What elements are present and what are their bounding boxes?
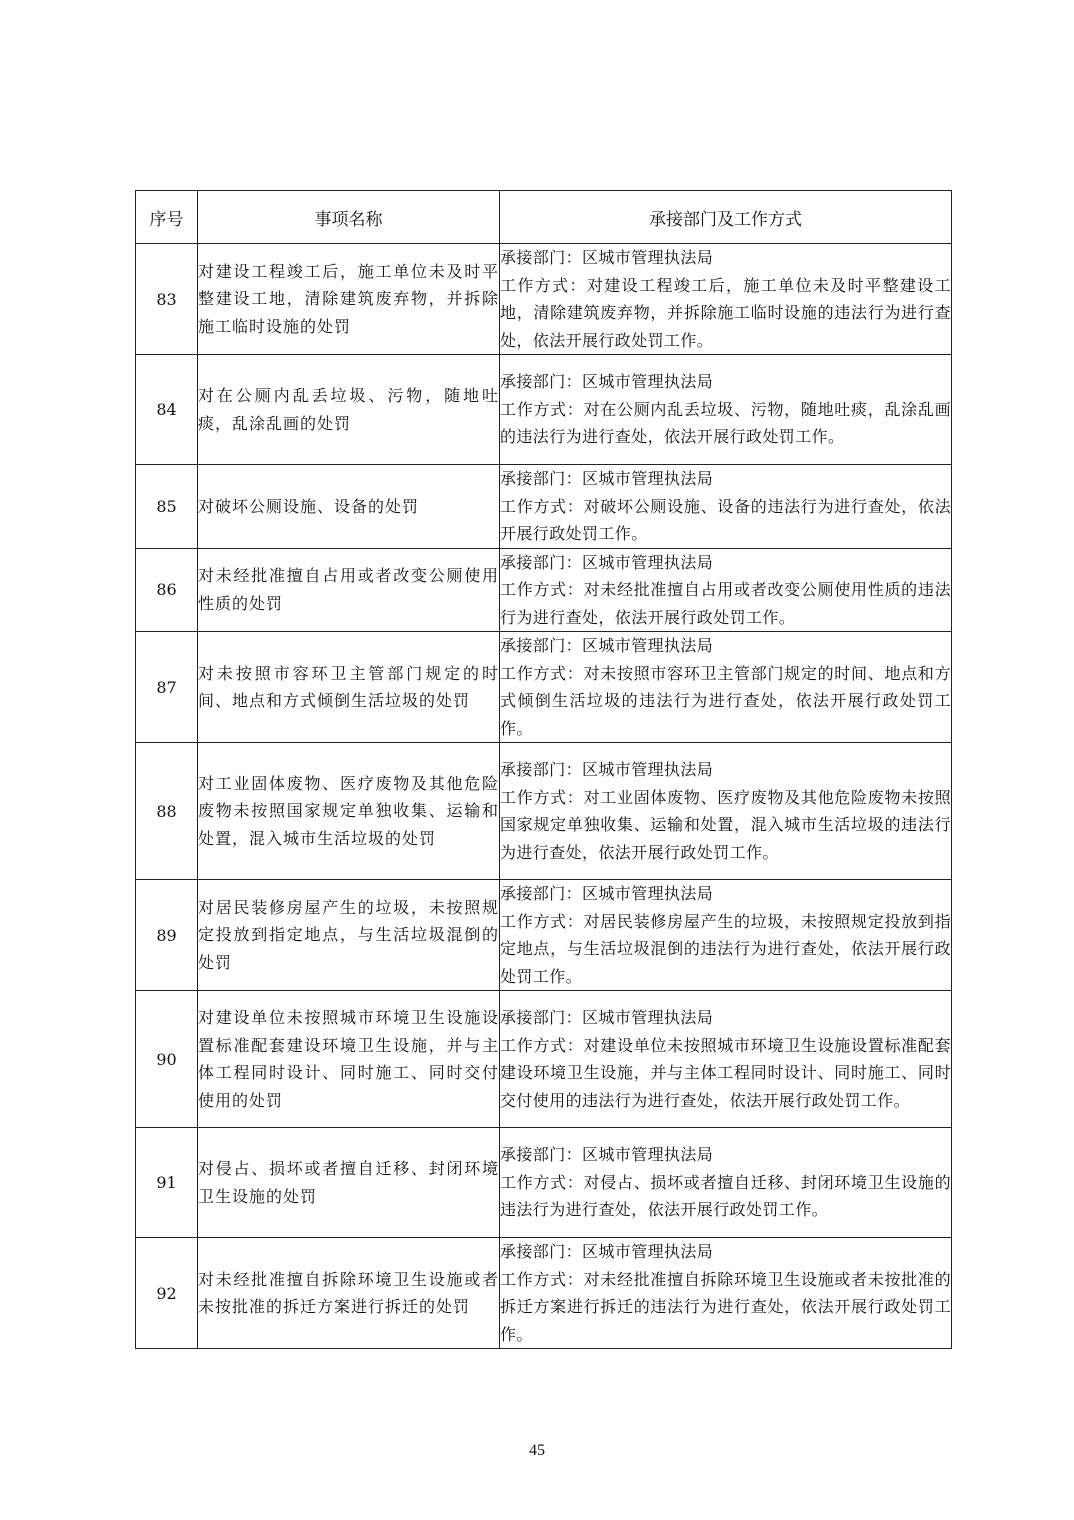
row-number: 92 [136,1238,198,1349]
items-table [135,190,952,1349]
row-dept-method [500,880,952,991]
row-dept-method [500,1238,952,1349]
method-text: 工作方式：对破坏公厕设施、设备的违法行为进行查处，依法开展行政处罚工作。 [500,496,951,543]
method-text: 工作方式：对建设单位未按照城市环境卫生设施设置标准配套建设环境卫生设施，并与主体工程同时设计、同时施工、同时交付使用的违法行为进行查处，依法开展行政处罚工作。 [500,1035,951,1110]
row-item-name: 对未经批准擅自占用或者改变公厕使用性质的处罚 [198,548,500,632]
row-number: 88 [136,743,198,880]
table-row [136,244,952,355]
header-dept-method: 承接部门及工作方式 [500,191,952,244]
row-number: 91 [136,1128,198,1238]
table-row [136,465,952,549]
table-header-row [136,191,952,244]
row-number: 86 [136,548,198,632]
dept-text: 承接部门：区城市管理执法局 [500,884,714,903]
table-row [136,1128,952,1238]
method-text: 工作方式：对建设工程竣工后，施工单位未及时平整建设工地，清除建筑废弃物，并拆除施工临时设施的违法行为进行查处，依法开展行政处罚工作。 [500,275,951,350]
row-dept-method [500,548,952,632]
row-item-name: 对侵占、损坏或者擅自迁移、封闭环境卫生设施的处罚 [198,1128,500,1238]
row-number: 83 [136,244,198,355]
row-number: 87 [136,632,198,743]
row-dept-method [500,743,952,880]
table-row [136,743,952,880]
method-text: 工作方式：对在公厕内乱丢垃圾、污物，随地吐痰，乱涂乱画的违法行为进行查处，依法开展行政处罚工作。 [500,399,951,447]
dept-text: 承接部门：区城市管理执法局 [500,372,714,392]
method-text: 工作方式：对未经批准擅自占用或者改变公厕使用性质的违法行为进行查处，依法开展行政处罚工作。 [500,580,951,627]
method-text: 工作方式：对侵占、损坏或者擅自迁移、封闭环境卫生设施的违法行为进行查处，依法开展行政处罚工作。 [500,1172,951,1220]
table-row [136,991,952,1128]
row-number: 85 [136,465,198,549]
page-number: 45 [529,1442,545,1459]
dept-text: 承接部门：区城市管理执法局 [500,469,714,488]
row-dept-method [500,1128,952,1238]
row-number: 90 [136,991,198,1128]
dept-text: 承接部门：区城市管理执法局 [500,1145,714,1165]
row-dept-method [500,244,952,355]
dept-text: 承接部门：区城市管理执法局 [500,552,714,572]
row-number: 84 [136,355,198,465]
row-item-name: 对建设工程竣工后，施工单位未及时平整建设工地，清除建筑废弃物，并拆除施工临时设施的处罚 [198,244,500,355]
dept-text: 承接部门：区城市管理执法局 [500,1008,714,1027]
method-text: 工作方式：对居民装修房屋产生的垃圾，未按照规定投放到指定地点，与生活垃圾混倒的违法行为进行查处，依法开展行政处罚工作。 [500,911,951,986]
table-row [136,548,952,632]
row-dept-method [500,991,952,1128]
row-dept-method [500,465,952,549]
method-text: 工作方式：对工业固体废物、医疗废物及其他危险废物未按照国家规定单独收集、运输和处置，混入城市生活垃圾的违法行为进行查处，依法开展行政处罚工作。 [500,787,951,862]
header-number: 序号 [136,191,198,244]
method-text: 工作方式：对未按照市容环卫主管部门规定的时间、地点和方式倾倒生活垃圾的违法行为进行查处，依法开展行政处罚工作。 [500,663,951,738]
header-item-name: 事项名称 [198,191,500,244]
row-item-name: 对建设单位未按照城市环境卫生设施设置标准配套建设环境卫生设施，并与主体工程同时设计、同时施工、同时交付使用的处罚 [198,991,500,1128]
table-row [136,880,952,991]
dept-text: 承接部门：区城市管理执法局 [500,248,714,267]
row-number: 89 [136,880,198,991]
table-row [136,632,952,743]
dept-text: 承接部门：区城市管理执法局 [500,636,714,655]
method-text: 工作方式：对未经批准擅自拆除环境卫生设施或者未按批准的拆迁方案进行拆迁的违法行为进行查处，依法开展行政处罚工作。 [500,1269,951,1344]
table-row [136,355,952,465]
row-item-name: 对在公厕内乱丢垃圾、污物，随地吐痰，乱涂乱画的处罚 [198,355,500,465]
row-item-name: 对未经批准擅自拆除环境卫生设施或者未按批准的拆迁方案进行拆迁的处罚 [198,1238,500,1349]
row-item-name: 对未按照市容环卫主管部门规定的时间、地点和方式倾倒生活垃圾的处罚 [198,632,500,743]
row-item-name: 对居民装修房屋产生的垃圾，未按照规定投放到指定地点，与生活垃圾混倒的处罚 [198,880,500,991]
row-dept-method [500,632,952,743]
row-item-name: 对破坏公厕设施、设备的处罚 [198,465,500,549]
dept-text: 承接部门：区城市管理执法局 [500,1242,714,1261]
row-item-name: 对工业固体废物、医疗废物及其他危险废物未按照国家规定单独收集、运输和处置，混入城市生活垃圾的处罚 [198,743,500,880]
dept-text: 承接部门：区城市管理执法局 [500,760,714,779]
row-dept-method [500,355,952,465]
table-row [136,1238,952,1349]
